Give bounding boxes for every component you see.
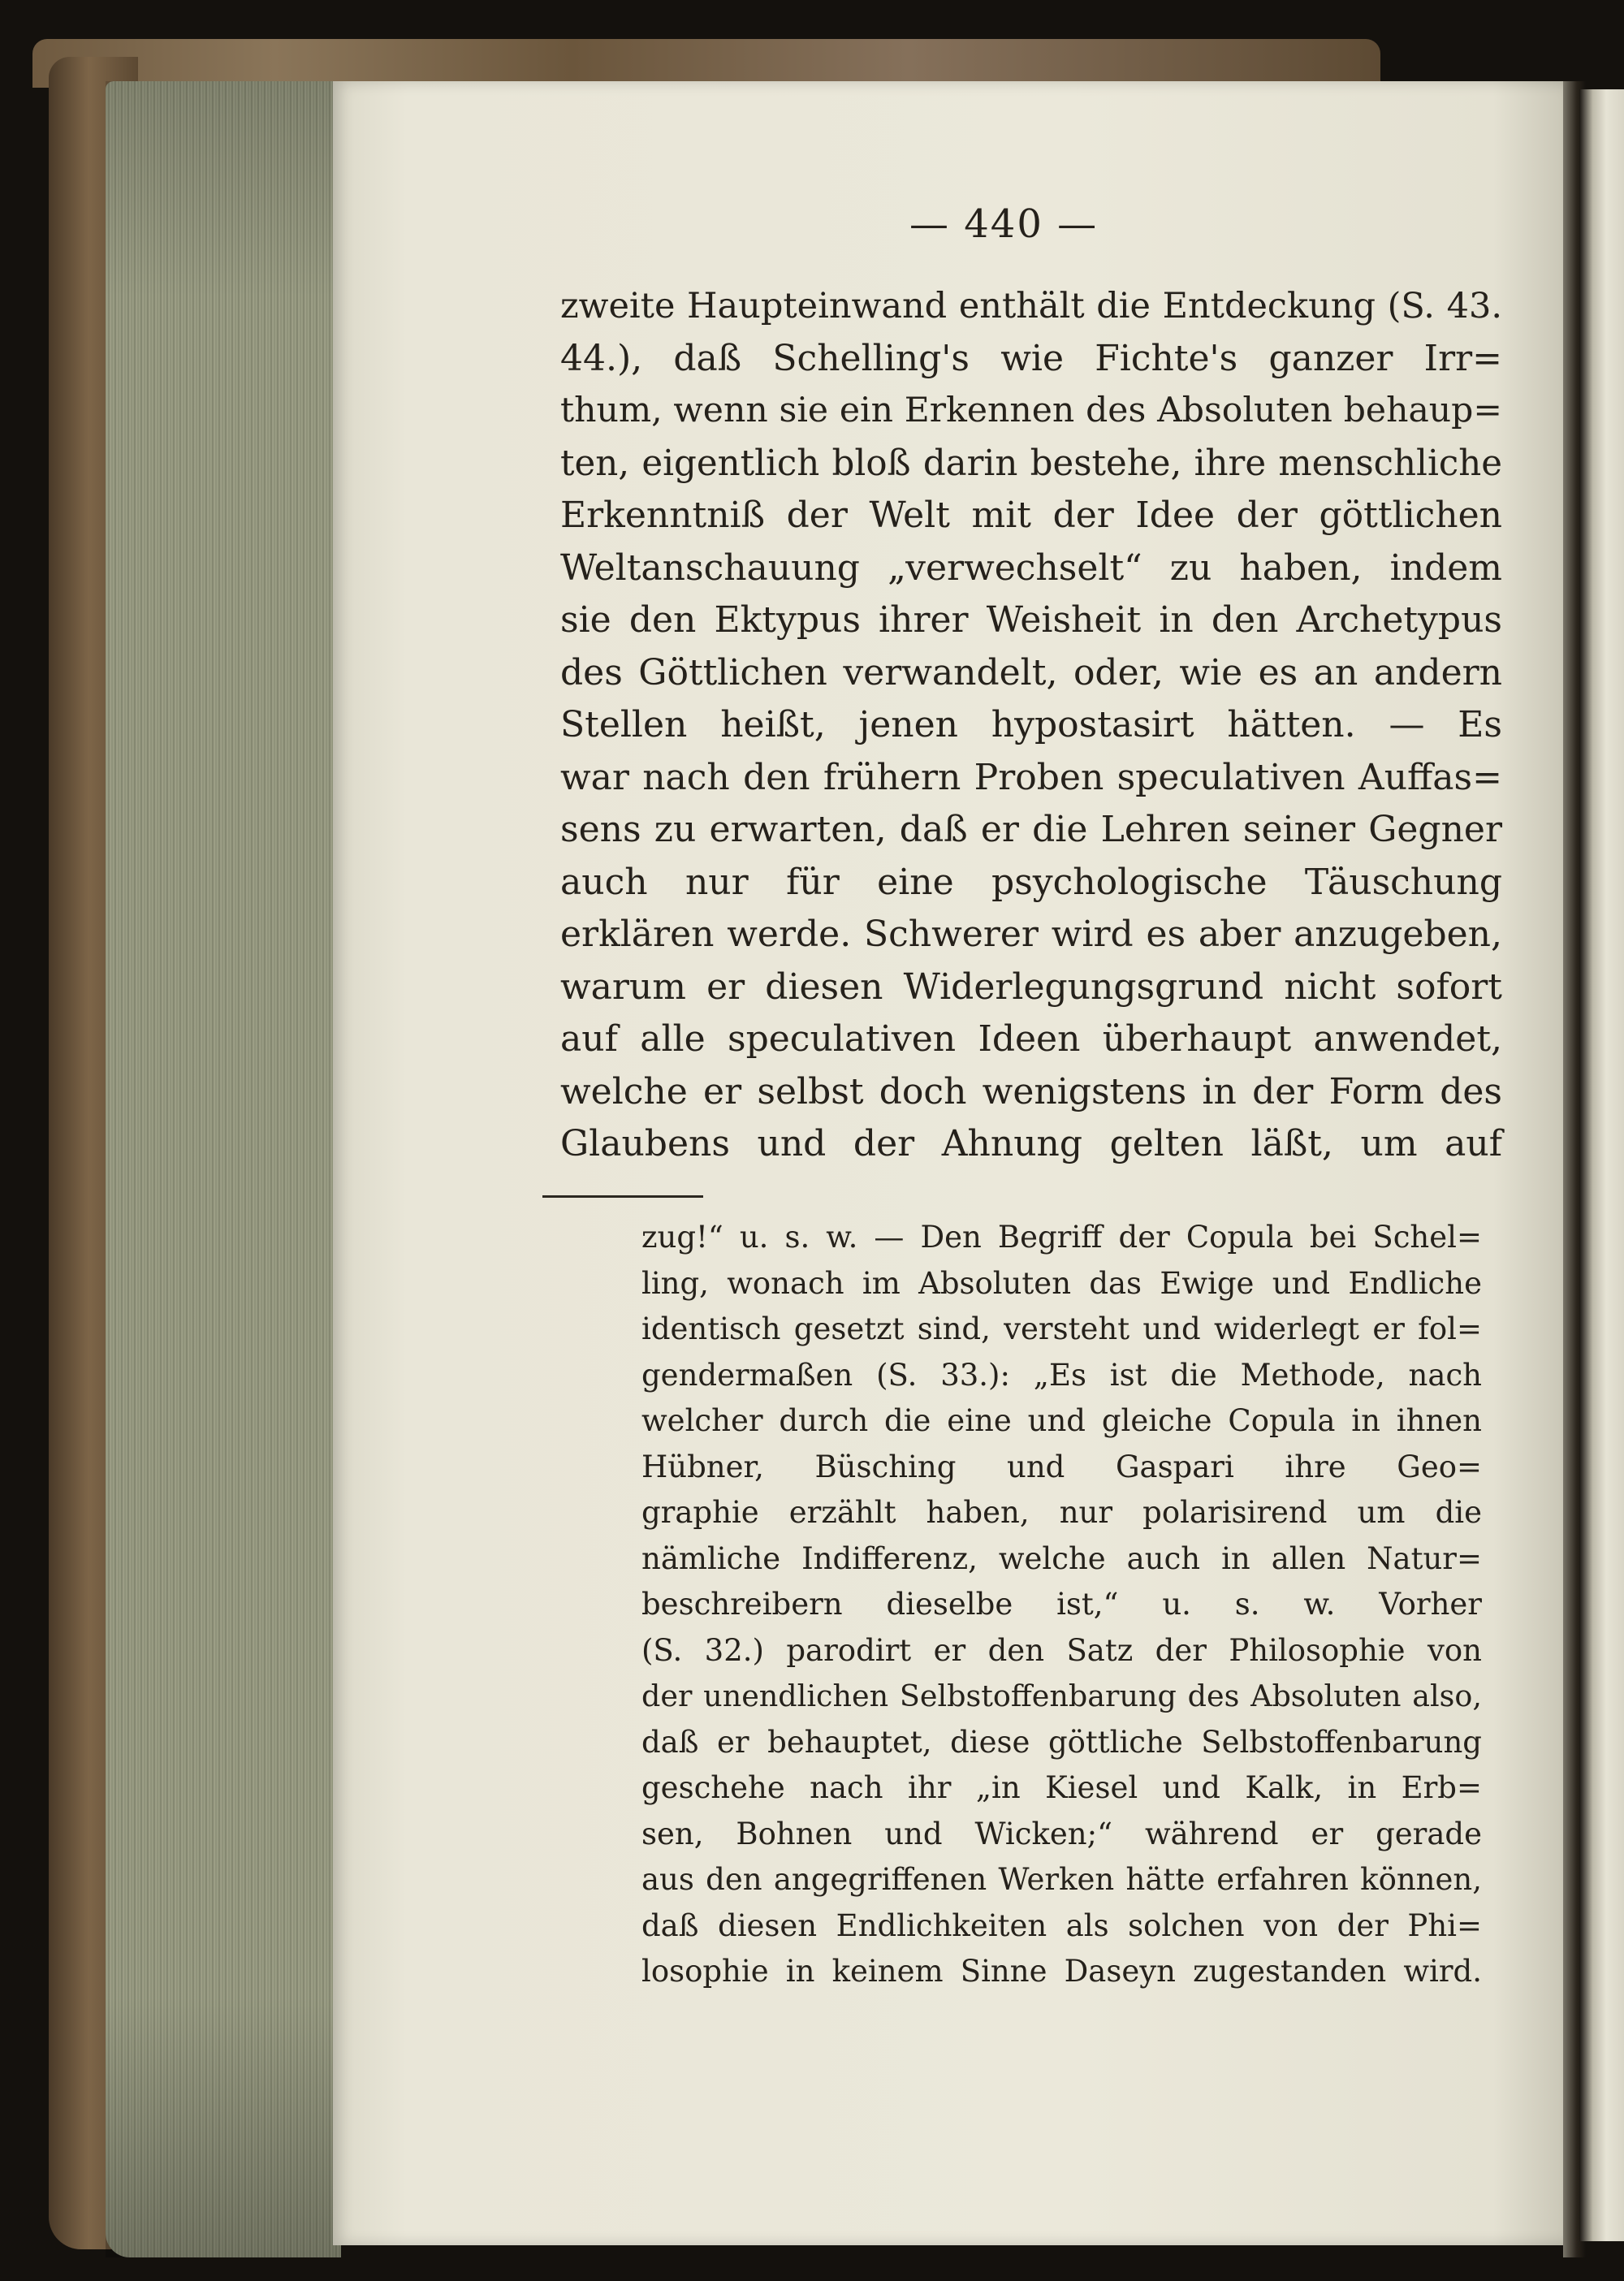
page-block-edges (106, 81, 341, 2257)
body-line: auch nur für eine psychologische Täuschung (560, 861, 1502, 903)
footnote-line: identisch gesetzt sind, versteht und widerlegt er fol= (641, 1311, 1482, 1346)
footnote-line: gendermaßen (S. 33.): „Es ist die Methode, nach (641, 1357, 1482, 1393)
page-number: — 440 — (909, 201, 1099, 247)
footnote-line: graphie erzählt haben, nur polarisirend um die (641, 1495, 1482, 1530)
body-line: war nach den frühern Proben speculativen Auffas= (560, 756, 1502, 798)
body-line: sens zu erwarten, daß er die Lehren seiner Gegner (560, 809, 1502, 850)
footnote-line: daß er behauptet, diese göttliche Selbstoffenbarung (641, 1724, 1482, 1760)
body-line: thum, wenn sie ein Erkennen des Absoluten behaup= (560, 391, 1502, 430)
body-line: 44.), daß Schelling's wie Fichte's ganzer Irr= (560, 337, 1502, 379)
book-cover-top-edge (32, 39, 1380, 88)
body-line: Stellen heißt, jenen hypostasirt hätten. — Es (560, 704, 1502, 745)
body-line: sie den Ektypus ihrer Weisheit in den Archetypus (560, 599, 1502, 641)
footnote-line: aus den angegriffenen Werken hätte erfahren können, (641, 1862, 1482, 1897)
body-line: warum er diesen Widerlegungsgrund nicht sofort (560, 966, 1502, 1008)
footnote-line: losophie in keinem Sinne Daseyn zugestanden wird. (641, 1954, 1482, 1989)
footnote-line: ling, wonach im Absoluten das Ewige und Endliche (641, 1265, 1482, 1301)
footnote-line: Hübner, Büsching und Gaspari ihre Geo= (641, 1449, 1482, 1484)
footnote-line: daß diesen Endlichkeiten als solchen von der Phi= (641, 1907, 1482, 1943)
footnote-line: beschreibern dieselbe ist,“ u. s. w. Vorher (641, 1587, 1482, 1622)
footnote-rule (542, 1195, 703, 1198)
body-line: auf alle speculativen Ideen überhaupt anwendet, (560, 1018, 1502, 1060)
footnote-line: nämliche Indifferenz, welche auch in allen Natur= (641, 1540, 1482, 1576)
body-line: Weltanschauung „verwechselt“ zu haben, indem (560, 546, 1502, 589)
body-line: Erkenntniß der Welt mit der Idee der göttlichen (560, 495, 1502, 536)
body-text (560, 280, 1502, 1171)
footnote-line: sen, Bohnen und Wicken;“ während er gerade (641, 1816, 1482, 1851)
body-line: welche er selbst doch wenigstens in der Form des (560, 1070, 1502, 1112)
body-line: ten, eigentlich bloß darin bestehe, ihre menschliche (560, 443, 1502, 484)
body-line: Glaubens und der Ahnung gelten läßt, um auf (560, 1123, 1502, 1164)
body-line: erklären werde. Schwerer wird es aber anzugeben, (560, 914, 1502, 955)
footnote-line: welcher durch die eine und gleiche Copula in ihnen (641, 1403, 1482, 1438)
footnote-text (641, 1215, 1482, 1995)
body-line: zweite Haupteinwand enthält die Entdeckung (S. 43. (560, 286, 1502, 326)
footnote-line: der unendlichen Selbstoffenbarung des Absoluten also, (641, 1678, 1482, 1713)
footnote-line: geschehe nach ihr „in Kiesel und Kalk, in Erb= (641, 1770, 1482, 1805)
footnote-line: (S. 32.) parodirt er den Satz der Philosophie von (641, 1632, 1482, 1668)
facing-page-sliver (1579, 89, 1624, 2241)
footnote-line: zug!“ u. s. w. — Den Begriff der Copula bei Schel= (641, 1220, 1482, 1255)
body-line: des Göttlichen verwandelt, oder, wie es an andern (560, 651, 1502, 693)
